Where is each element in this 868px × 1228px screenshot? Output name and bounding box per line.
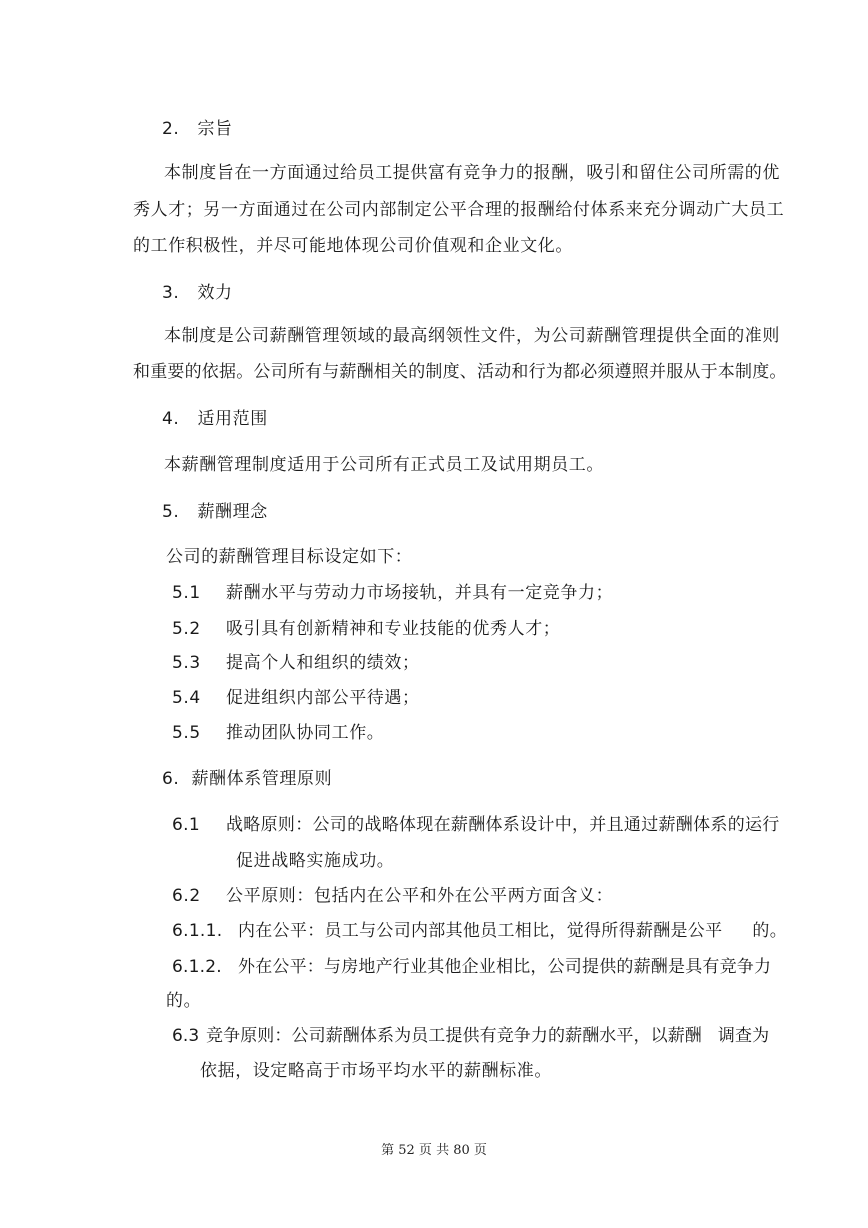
- section-title: 适用范围: [197, 409, 268, 429]
- section-2-heading: [162, 118, 233, 140]
- list-item: [172, 814, 780, 836]
- paragraph-line: 的工作积极性，并尽可能地体现公司价值观和企业文化。: [133, 236, 573, 256]
- section-number: 4.: [162, 409, 180, 429]
- section-3-heading: [162, 282, 233, 304]
- item-number: 6.1.1.: [172, 921, 223, 941]
- item-text: 内在公平：员工与公司内部其他员工相比，觉得所得薪酬是公平: [238, 921, 723, 941]
- item-text-tail: 的。: [752, 921, 788, 941]
- section-number: 6.: [162, 769, 180, 789]
- section-6-heading: [162, 768, 332, 790]
- item-number: 5.1: [172, 583, 201, 603]
- item-text: 吸引具有创新精神和专业技能的优秀人才；: [226, 619, 561, 639]
- item-number: 5.2: [172, 619, 201, 639]
- section-number: 3.: [162, 283, 180, 303]
- item-text: 推动团队协同工作。: [226, 723, 385, 743]
- paragraph-line: 本制度是公司薪酬管理领域的最高纲领性文件，为公司薪酬管理提供全面的准则: [164, 326, 780, 346]
- section-4-heading: [162, 408, 268, 430]
- section-5-heading: [162, 501, 268, 523]
- item-continuation: 依据，设定略高于市场平均水平的薪酬标准。: [200, 1061, 552, 1081]
- section-title: 效力: [197, 283, 233, 303]
- list-item: [172, 687, 420, 709]
- paragraph-line: 本制度旨在一方面通过给员工提供富有竞争力的报酬，吸引和留住公司所需的优: [164, 163, 780, 183]
- item-number: 6.3: [172, 1026, 200, 1046]
- item-continuation: 促进战略实施成功。: [236, 851, 395, 871]
- section-number: 2.: [162, 119, 180, 139]
- list-item: [172, 956, 771, 978]
- item-number: 5.4: [172, 688, 201, 708]
- item-text: 公平原则：包括内在公平和外在公平两方面含义：: [226, 886, 614, 906]
- section-title: 薪酬理念: [197, 502, 268, 522]
- list-item: [172, 1025, 769, 1047]
- item-number: 6.2: [172, 886, 201, 906]
- item-text: 竞争原则：公司薪酬体系为员工提供有竞争力的薪酬水平，以薪酬: [206, 1026, 702, 1046]
- page-footer: 第 52 页 共 80 页: [381, 1143, 487, 1158]
- item-number: 6.1.2.: [172, 957, 222, 977]
- item-text: 促进组织内部公平待遇；: [226, 688, 420, 708]
- item-number: 6.1: [172, 815, 200, 835]
- list-item: [172, 722, 384, 744]
- paragraph-line: 和重要的依据。公司所有与薪酬相关的制度、活动和行为都必须遵照并服从于本制度。: [133, 362, 787, 382]
- list-item: [172, 618, 560, 640]
- item-continuation: 的。: [166, 991, 202, 1011]
- list-item: [172, 885, 613, 907]
- list-item: [172, 582, 613, 604]
- item-text-tail: 调查为: [717, 1026, 770, 1046]
- item-text: 外在公平：与房地产行业其他企业相比，公司提供的薪酬是具有竞争力: [238, 957, 772, 977]
- section-title: 宗旨: [197, 119, 233, 139]
- section-number: 5.: [162, 502, 180, 522]
- paragraph-line: 秀人才；另一方面通过在公司内部制定公平合理的报酬给付体系来充分调动广大员工: [133, 200, 785, 220]
- item-text: 战略原则：公司的战略体现在薪酬体系设计中，并且通过薪酬体系的运行: [226, 815, 780, 835]
- list-item: [172, 652, 420, 674]
- paragraph-line: 公司的薪酬管理目标设定如下：: [166, 547, 413, 567]
- item-text: 提高个人和组织的绩效；: [226, 653, 420, 673]
- section-title: 薪酬体系管理原则: [191, 769, 333, 789]
- item-number: 5.5: [172, 723, 201, 743]
- paragraph-line: 本薪酬管理制度适用于公司所有正式员工及试用期员工。: [164, 455, 604, 475]
- item-text: 薪酬水平与劳动力市场接轨，并具有一定竞争力；: [226, 583, 614, 603]
- item-number: 5.3: [172, 653, 201, 673]
- list-item: [172, 920, 787, 942]
